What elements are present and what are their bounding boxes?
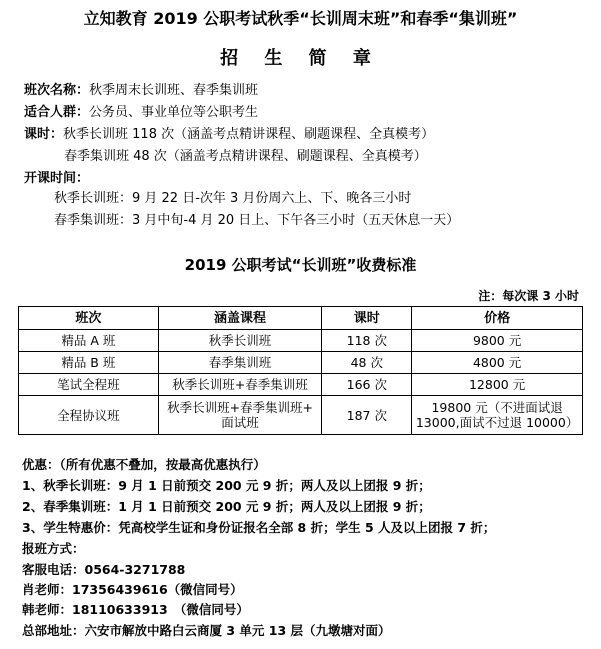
header-price: 价格 [412, 307, 583, 330]
class-name-line [24, 79, 258, 98]
cell-price-line1: 19800 元（不进面试退 [431, 400, 563, 415]
hours-line1: 秋季长训班 118 次（涵盖考点精讲课程、刷题课程、全真模考） [63, 127, 435, 142]
class-name-value: 秋季周末长训班、春季集训班 [89, 83, 259, 98]
fee-note: 注：每次课 3 小时 [478, 289, 579, 303]
cell-hours: 48 次 [322, 352, 412, 374]
header-hours: 课时 [322, 307, 412, 330]
start-time-line1: 秋季长训班：9 月 22 日-次年 3 月份周六上、下、晚各三小时 [54, 191, 412, 206]
offer-item-2: 2、春季集训班：1 月 1 日前预交 200 元 9 折；两人及以上团报 9 折； [22, 499, 431, 514]
header-course: 涵盖课程 [158, 307, 322, 330]
cell-course-line2: 面试班 [221, 415, 259, 430]
table-header-row [19, 307, 583, 330]
cell-class: 全程协议班 [19, 396, 159, 435]
audience-line [24, 101, 258, 120]
cell-course [158, 396, 322, 435]
table-row [19, 374, 583, 396]
hours-line2: 春季集训班 48 次（涵盖考点精讲课程、刷题课程、全真模考） [64, 149, 427, 164]
table-row [19, 396, 583, 435]
cell-course: 春季集训班 [158, 352, 322, 374]
contact-service-phone: 客服电话：0564-3271788 [22, 562, 186, 577]
audience-label: 适合人群： [24, 105, 90, 120]
start-time-line2: 春季集训班：3 月中旬-4 月 20 日上、下午各三小时（五天休息一天） [54, 213, 460, 228]
start-time-label: 开课时间： [24, 171, 90, 186]
contact-title: 报班方式： [22, 541, 85, 556]
table-row [19, 330, 583, 352]
cell-price: 12800 元 [412, 374, 583, 396]
contact-teacher-xiao: 肖老师：17356439616（微信同号） [22, 582, 243, 597]
cell-hours: 118 次 [322, 330, 412, 352]
cell-price-line2: 13000,面试不过退 10000） [415, 415, 579, 430]
offers-title: 优惠：（所有优惠不叠加，按最高优惠执行） [22, 457, 266, 472]
cell-hours: 187 次 [322, 396, 412, 435]
cell-class: 笔试全程班 [19, 374, 159, 396]
cell-class: 精品 B 班 [19, 352, 159, 374]
audience-value: 公务员、事业单位等公职考生 [89, 105, 259, 120]
fee-table [18, 306, 583, 435]
class-name-label: 班次名称： [24, 83, 90, 98]
cell-course: 秋季长训班+春季集训班 [158, 374, 322, 396]
hours-label: 课时： [24, 127, 64, 142]
hours-line [24, 123, 434, 142]
table-row [19, 352, 583, 374]
cell-course-line1: 秋季长训班+春季集训班+ [167, 400, 314, 415]
contact-address: 总部地址：六安市解放中路白云商厦 3 单元 13 层（九墩塘对面） [22, 623, 391, 638]
cell-price: 9800 元 [412, 330, 583, 352]
contact-teacher-han: 韩老师：18110633913 （微信同号） [22, 602, 249, 617]
page-subtitle: 招 生 简 章 [220, 48, 381, 69]
header-class: 班次 [19, 307, 159, 330]
fee-title: 2019 公职考试“长训班”收费标准 [184, 256, 417, 274]
page-title: 立知教育 2019 公职考试秋季“长训周末班”和春季“集训班” [83, 9, 518, 28]
cell-hours: 166 次 [322, 374, 412, 396]
cell-price [412, 396, 583, 435]
cell-course: 秋季长训班 [158, 330, 322, 352]
cell-class: 精品 A 班 [19, 330, 159, 352]
cell-price: 4800 元 [412, 352, 583, 374]
offer-item-1: 1、秋季长训班：9 月 1 日前预交 200 元 9 折；两人及以上团报 9 折； [22, 478, 431, 493]
offer-item-3: 3、学生特惠价：凭高校学生证和身份证报名全部 8 折；学生 5 人及以上团报 7 折； [22, 520, 496, 535]
